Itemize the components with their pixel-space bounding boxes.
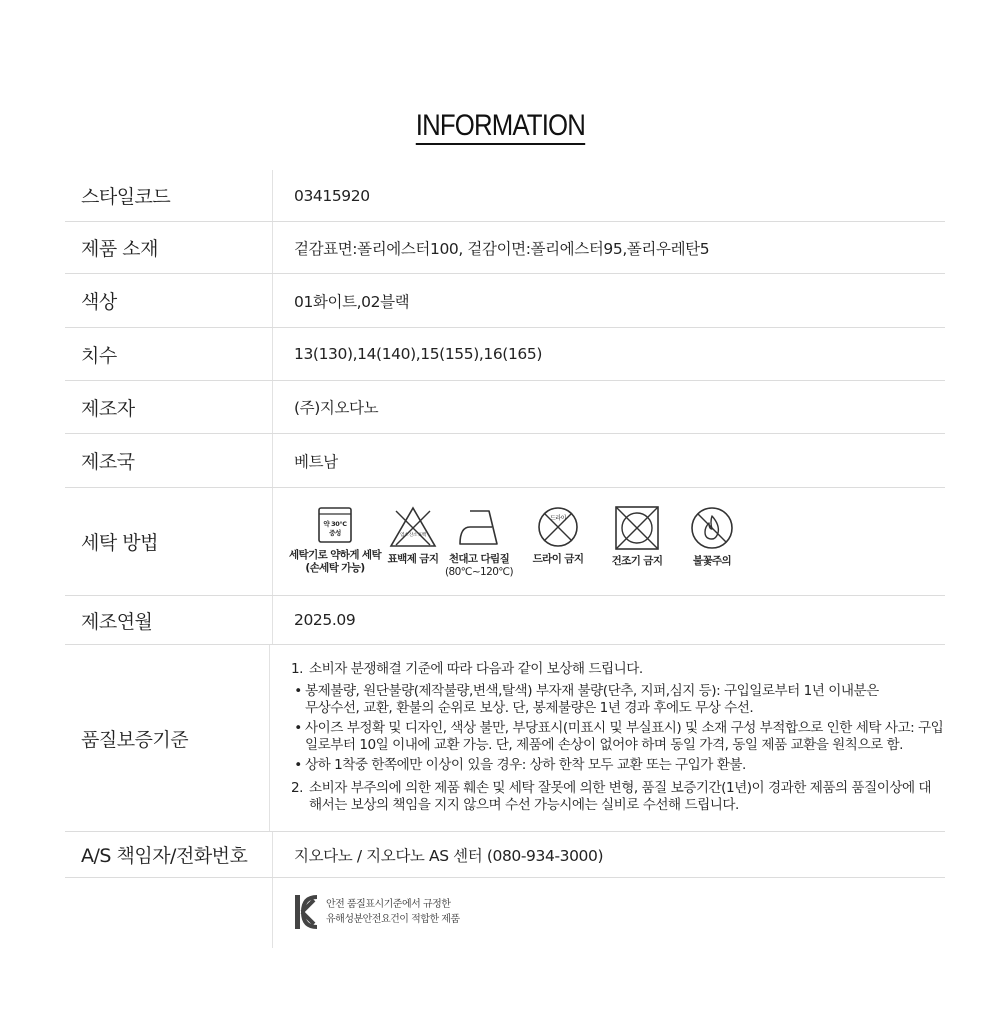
guarantee-item-1 xyxy=(291,661,945,678)
no-dryclean-icon xyxy=(535,505,581,549)
wash-item-iron xyxy=(439,505,519,579)
guarantee-bullet-2-text: 사이즈 부정확 및 디자인, 색상 불만, 부당표시(미표시 및 부실표시) 및 소재 구성 부적합으로 인한 세탁 사고: 구입일로부터 10일 이내에 교환 가능. 단, 제품에 손상이 없어야 하며 동일 가격, 동일 제품 교환을 원칙으로 함. xyxy=(305,720,944,753)
value-material: 겉감표면:폴리에스터100, 겉감이면:폴리에스터95,폴리우레탄5 xyxy=(294,239,710,258)
row-material xyxy=(65,222,945,274)
caption-no-bleach: 표백제 금지 xyxy=(387,552,439,565)
iron-icon xyxy=(456,505,502,549)
label-date: 제조연월 xyxy=(65,596,273,644)
value-date: 2025.09 xyxy=(294,611,356,629)
guarantee-bullet-1 xyxy=(291,683,945,717)
guarantee-item-2-text: 소비자 부주의에 의한 제품 훼손 및 세탁 잘못에 의한 변형, 품질 보증기간(1년)이 경과한 제품의 품질이상에 대해서는 보상의 책임을 지지 않으며 수선 가능시에는 실비로 수선해 드립니다. xyxy=(309,780,932,813)
value-as: 지오다노 / 지오다노 AS 센터 (080-934-3000) xyxy=(294,846,604,865)
label-guarantee: 품질보증기준 xyxy=(65,645,270,831)
value-maker: (주)지오다노 xyxy=(294,399,379,417)
label-maker: 제조자 xyxy=(65,381,273,433)
label-size: 치수 xyxy=(65,328,273,380)
caption-machine-2: (손세탁 가능) xyxy=(305,561,365,574)
value-guarantee xyxy=(270,645,945,831)
caption-machine xyxy=(289,549,381,575)
no-bleach-icon xyxy=(388,505,438,549)
wash-item-machine xyxy=(283,505,387,575)
caption-iron-2: (80℃~120℃) xyxy=(445,565,513,578)
value-country: 베트남 xyxy=(294,452,338,471)
guarantee-item-1-num: 1. xyxy=(291,661,303,677)
value-size: 13(130),14(140),15(155),16(165) xyxy=(294,345,542,363)
label-material: 제품 소재 xyxy=(65,222,273,273)
value-kc xyxy=(273,878,945,948)
wash-item-no-dryclean xyxy=(519,505,597,566)
wash-item-flame xyxy=(677,505,747,568)
kc-text-line-2: 유해성분안전요건이 적합한 제품 xyxy=(326,914,460,925)
row-maker xyxy=(65,381,945,434)
row-size xyxy=(65,328,945,381)
row-guarantee xyxy=(65,645,945,832)
wash-item-no-tumble xyxy=(597,505,677,568)
label-color: 색상 xyxy=(65,274,273,327)
page-title: INFORMATION xyxy=(415,110,584,145)
guarantee-item-2-num: 2. xyxy=(291,780,303,796)
guarantee-bullet-3 xyxy=(291,757,945,774)
washing-icons xyxy=(273,505,747,579)
row-as xyxy=(65,832,945,878)
row-kc xyxy=(65,878,945,948)
no-bleach-text: 염소 산소 표백 xyxy=(400,532,426,538)
row-color xyxy=(65,274,945,328)
washtub-icon xyxy=(316,505,354,545)
no-dryclean-text: 드라이 xyxy=(549,514,567,522)
value-style-code: 03415920 xyxy=(294,186,370,205)
guarantee-bullet-2 xyxy=(291,720,945,754)
kc-text-line-1: 안전 품질표시기준에서 규정한 xyxy=(326,899,451,910)
bullet-mark: • xyxy=(294,757,302,773)
row-washing xyxy=(65,488,945,596)
row-style-code xyxy=(65,170,945,222)
row-date xyxy=(65,596,945,645)
kc-text xyxy=(326,897,460,927)
no-tumble-dry-icon xyxy=(614,505,660,551)
label-kc-empty xyxy=(65,878,273,948)
row-country xyxy=(65,434,945,488)
value-color: 01화이트,02블랙 xyxy=(294,292,410,311)
bullet-mark: • xyxy=(294,720,302,736)
caption-machine-1: 세탁기로 약하게 세탁 xyxy=(289,548,381,561)
kc-mark-icon xyxy=(294,894,320,930)
page-title-wrap xyxy=(0,110,1000,145)
caption-iron xyxy=(445,553,513,579)
label-style-code: 스타일코드 xyxy=(65,170,273,221)
caption-no-dryclean: 드라이 금지 xyxy=(532,552,584,565)
value-washing xyxy=(273,488,945,595)
wash-item-no-bleach xyxy=(387,505,439,566)
caption-flame: 불꽃주의 xyxy=(692,554,732,567)
label-as: A/S 책임자/전화번호 xyxy=(65,832,273,877)
guarantee-item-2 xyxy=(291,780,945,814)
bullet-mark: • xyxy=(294,683,302,699)
caption-no-tumble: 건조기 금지 xyxy=(611,554,663,567)
flame-caution-icon xyxy=(689,505,735,551)
guarantee-bullet-1-text: 봉제불량, 원단불량(제작불량,변색,탈색) 부자재 불량(단추, 지퍼,심지 등): 구입일로부터 1년 이내분은 무상수선, 교환, 환불의 순위로 보상. 단, 봉제불량은 1년 경과 후에도 무상 수선. xyxy=(305,683,879,716)
info-table xyxy=(65,170,945,948)
guarantee-bullet-3-text: 상하 1착중 한쪽에만 이상이 있을 경우: 상하 한착 모두 교환 또는 구입가 환불. xyxy=(305,757,746,773)
washtub-text-2: 중성 xyxy=(329,528,341,537)
label-washing: 세탁 방법 xyxy=(65,488,273,595)
washtub-text-1: 약 30°C xyxy=(323,519,347,528)
caption-iron-1: 천대고 다림질 xyxy=(448,552,510,565)
guarantee-item-1-text: 소비자 분쟁해결 기준에 따라 다음과 같이 보상해 드립니다. xyxy=(309,661,643,677)
label-country: 제조국 xyxy=(65,434,273,487)
kc-certification xyxy=(294,894,460,930)
